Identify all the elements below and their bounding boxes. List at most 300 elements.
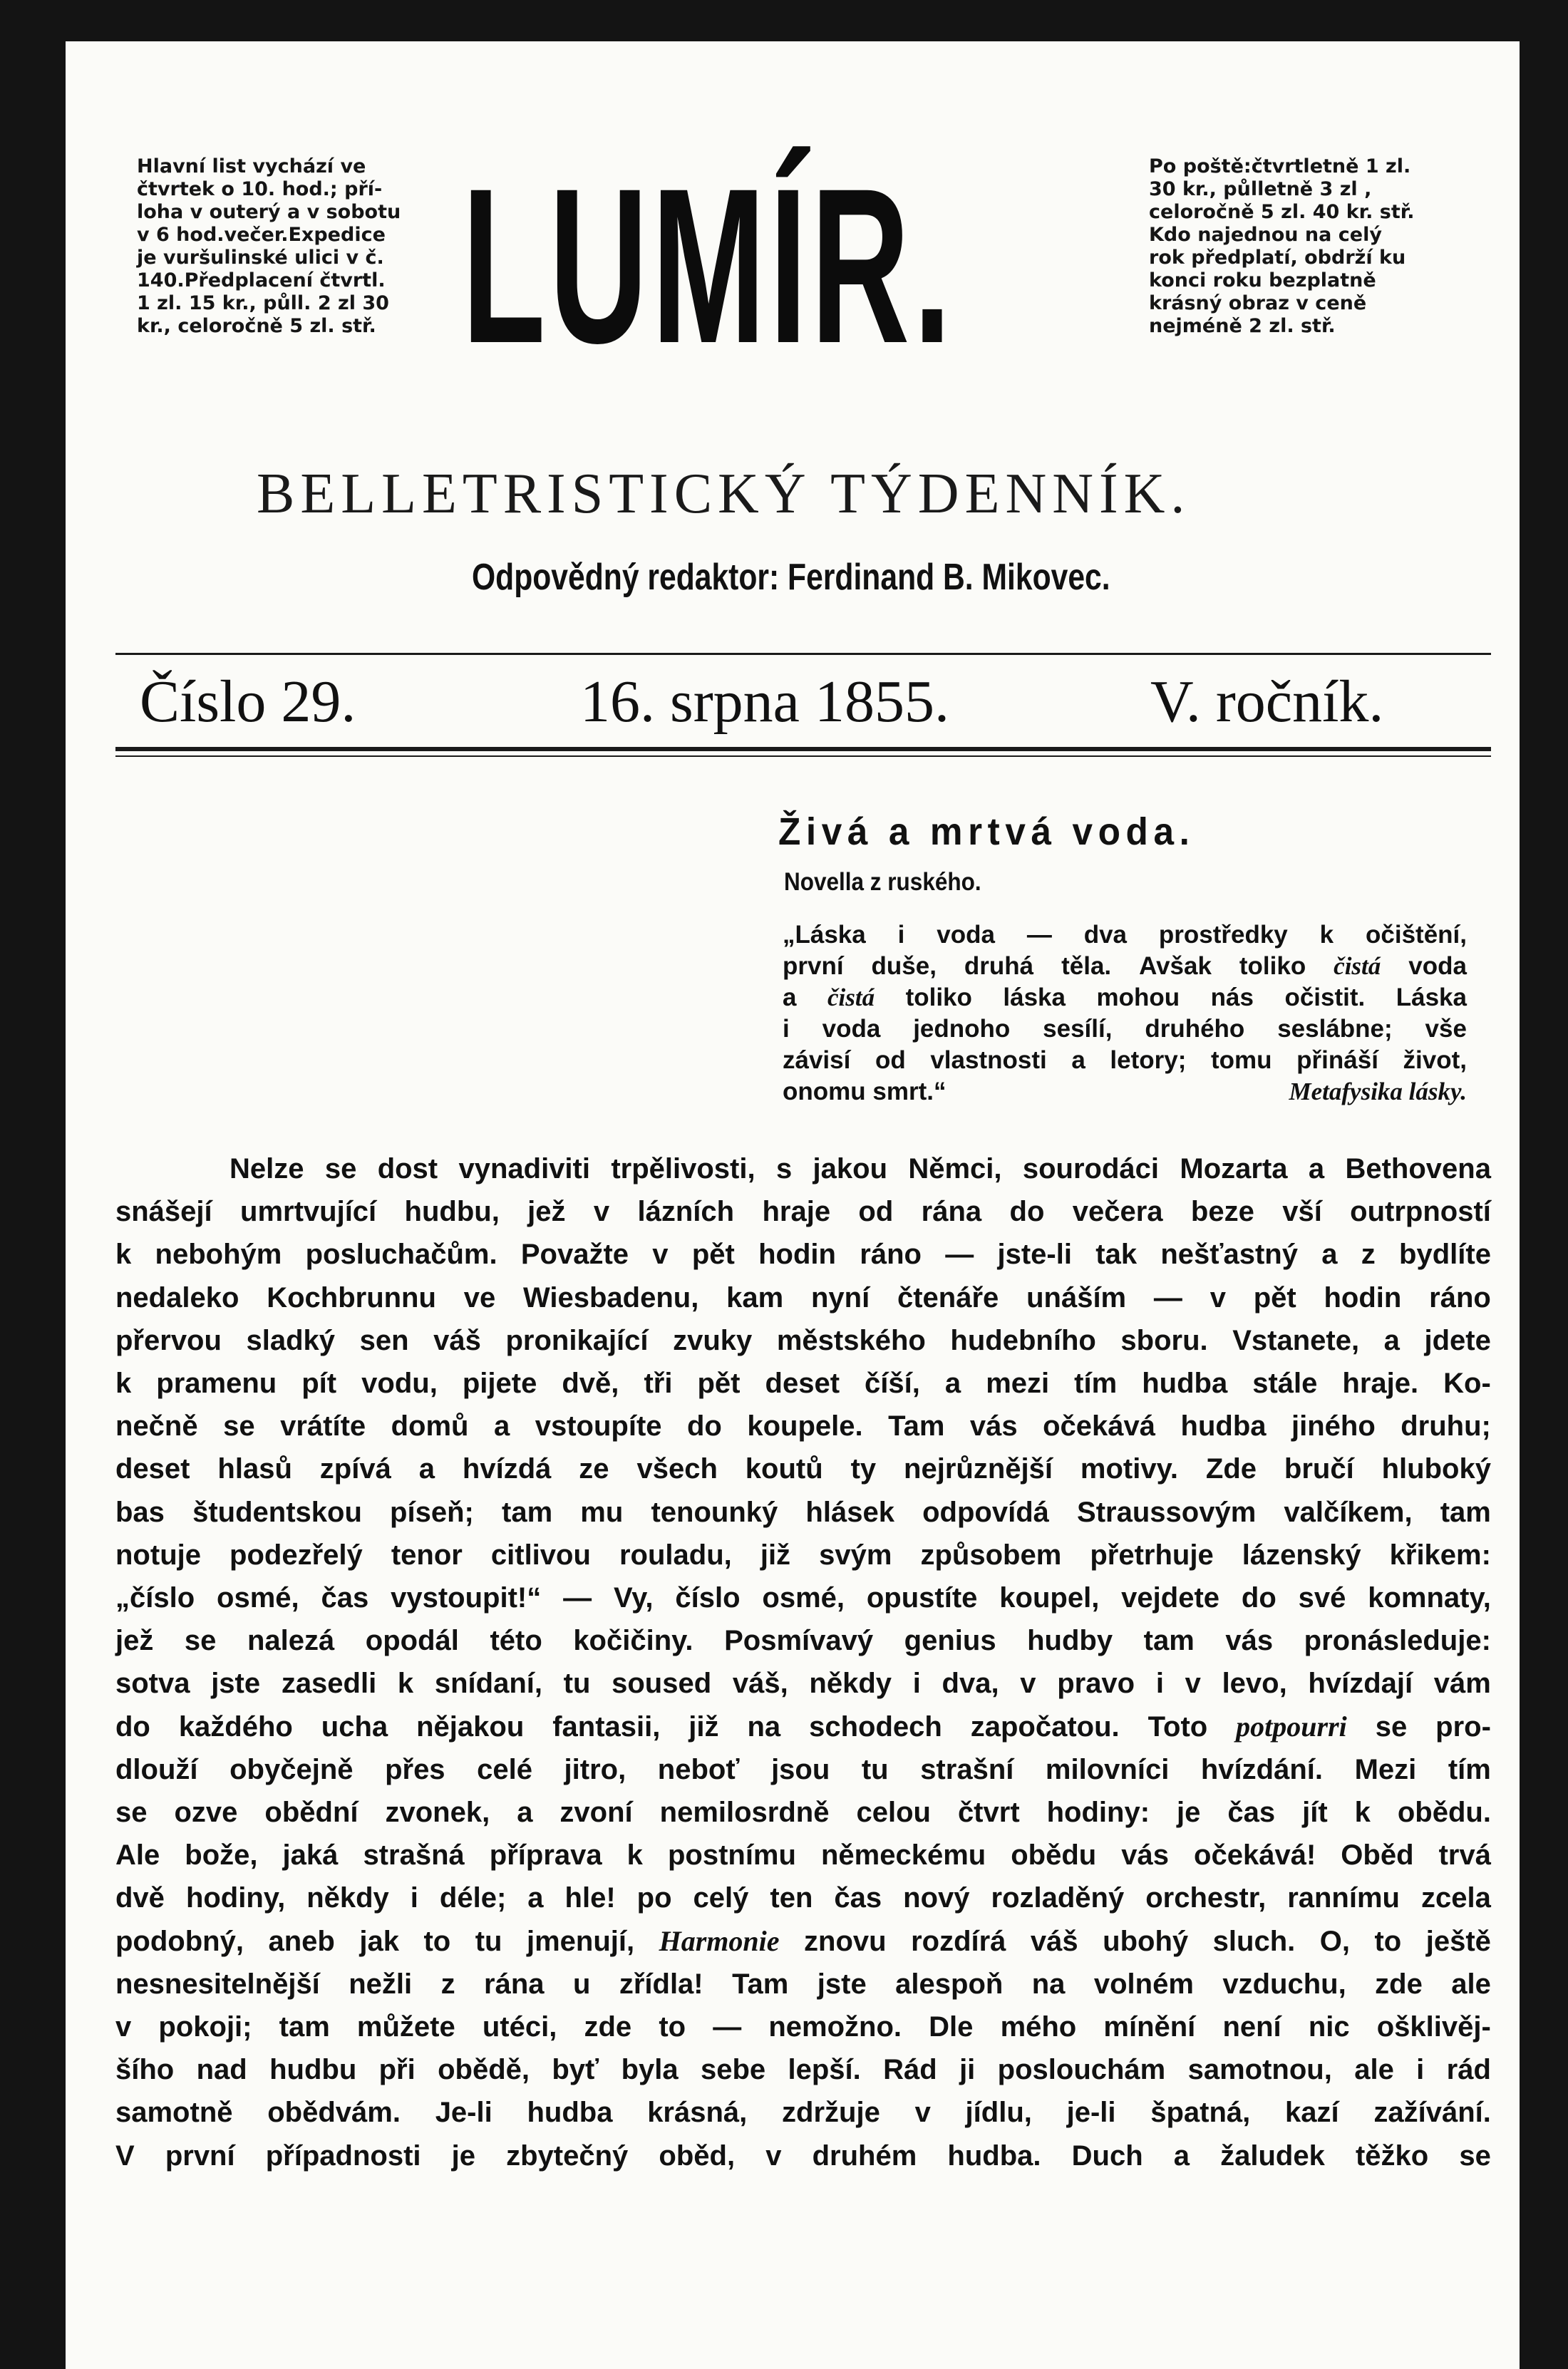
word: sboru. — [1120, 1324, 1208, 1356]
word: případnosti — [265, 2140, 421, 2172]
word: rána — [921, 1196, 982, 1228]
word: celé — [477, 1753, 532, 1785]
word: hudba — [1180, 1410, 1267, 1442]
left-box-line: 1 zl. 15 kr., půll. 2 zl 30 — [137, 292, 389, 314]
body-line — [115, 1147, 1491, 1190]
word: hvízdají — [1308, 1668, 1413, 1700]
word: očekává! — [1194, 1839, 1316, 1872]
word: hle! — [564, 1882, 616, 1914]
word: při — [378, 2054, 416, 2086]
word: aneb — [268, 1925, 335, 1957]
body-line — [115, 1190, 1491, 1233]
top-rule — [115, 653, 1491, 655]
word: pravo — [1057, 1668, 1135, 1700]
word: od — [875, 1046, 906, 1074]
body-line — [115, 1534, 1491, 1576]
word: druhého — [1145, 1015, 1245, 1043]
word: motivy. — [1080, 1453, 1178, 1485]
word: pět — [691, 1239, 735, 1271]
word: tu — [475, 1925, 502, 1957]
word: příprava — [489, 1839, 602, 1872]
word: hudebního — [950, 1324, 1096, 1356]
word: samotně — [115, 2097, 233, 2129]
word: čtvrt — [957, 1797, 1020, 1829]
word: jmenují, — [526, 1925, 635, 1957]
word: rozladěný — [991, 1882, 1125, 1914]
word: Posmívavý — [724, 1625, 874, 1657]
word: někdy — [809, 1668, 892, 1700]
word: zažívání. — [1373, 2097, 1491, 2129]
word: trpělivosti, — [611, 1153, 755, 1184]
word: poslouchám — [997, 2054, 1166, 2086]
word: Považte — [520, 1239, 629, 1271]
word: znovu — [804, 1925, 887, 1957]
word: do — [1241, 1582, 1276, 1614]
word: Němci, — [908, 1153, 1002, 1184]
word: Vstanete, — [1232, 1324, 1360, 1356]
word: první — [783, 952, 844, 980]
word: do — [687, 1410, 722, 1442]
word: těžko — [1355, 2140, 1429, 2172]
word: ze — [579, 1453, 609, 1485]
story-subtitle: Novella z ruského. — [784, 868, 981, 896]
word: večera — [1072, 1196, 1163, 1228]
right-box-line: celoročně 5 zl. 40 kr. stř. — [1149, 201, 1415, 223]
word: láska — [1003, 984, 1066, 1011]
word: podobný, — [115, 1925, 244, 1957]
word: hodiny: — [1046, 1797, 1150, 1829]
word: nešťastný — [1160, 1239, 1298, 1271]
word: Oběd — [1341, 1839, 1414, 1872]
italic-word: čistá — [827, 984, 875, 1011]
word: „Láska — [783, 921, 866, 949]
word: přes — [385, 1753, 445, 1785]
word: outrpností — [1350, 1196, 1491, 1228]
word: ve — [463, 1281, 496, 1313]
word: ještě — [1425, 1925, 1491, 1957]
word: jít — [1302, 1797, 1328, 1829]
word: ale — [1354, 2054, 1394, 2086]
word: nalezá — [247, 1625, 335, 1657]
word: svým — [819, 1539, 892, 1571]
word: ráno — [860, 1239, 922, 1271]
word: se — [184, 1625, 217, 1657]
word: vás — [1225, 1625, 1274, 1657]
word: čas — [834, 1882, 882, 1914]
word: strašná — [363, 1839, 465, 1872]
word: kazí — [1285, 2097, 1339, 2129]
right-box-line: Kdo najednou na celý — [1149, 224, 1382, 246]
word: citlivou — [490, 1539, 591, 1571]
word: této — [490, 1625, 542, 1657]
italic-word: čistá — [1334, 952, 1381, 980]
word: zdržuje — [782, 2097, 880, 2129]
body-line — [115, 2048, 1491, 2091]
word: sotva — [115, 1668, 190, 1700]
word: pramenu — [156, 1368, 277, 1400]
word: po — [636, 1882, 672, 1914]
word: voda — [937, 921, 995, 949]
word: nečně — [115, 1410, 198, 1442]
word: čas — [321, 1582, 369, 1614]
body-line — [115, 1491, 1491, 1534]
word: celou — [856, 1797, 931, 1829]
word: ubohý — [1103, 1925, 1189, 1957]
subtitle: BELLETRISTICKÝ TÝDENNÍK. — [257, 463, 1191, 525]
word: jež — [527, 1196, 566, 1228]
right-box-line: Po poště:čtvrtletně 1 zl. — [1149, 155, 1411, 177]
word: Duch — [1071, 2140, 1143, 2172]
word: čas — [1227, 1797, 1276, 1829]
word: jež — [115, 1625, 154, 1657]
word: číslo — [675, 1582, 741, 1614]
body-line — [115, 2135, 1491, 2177]
left-box-line: 140.Předplacení čtvrtl. — [137, 269, 386, 291]
word: v — [1020, 1668, 1036, 1700]
word: na — [747, 1710, 781, 1743]
word: schodech — [809, 1710, 942, 1743]
left-box-line: je vuršulinské ulici v č. — [137, 247, 384, 269]
word: a — [418, 1453, 435, 1485]
word: deset — [765, 1368, 840, 1400]
word: jídlu, — [965, 2097, 1032, 2129]
word: byla — [621, 2054, 679, 2086]
word: vlastnosti — [930, 1046, 1047, 1074]
word: a — [1321, 1239, 1338, 1271]
word: s — [775, 1153, 793, 1184]
word: pijete — [462, 1368, 537, 1400]
word: Tam — [732, 1968, 789, 2000]
word: dvě, — [562, 1368, 619, 1400]
word: píseň; — [390, 1496, 474, 1528]
word: prostředky — [1158, 921, 1288, 949]
epigraph-line — [783, 1076, 1467, 1108]
subscription-info-right — [1149, 155, 1415, 338]
word: rannímu — [1287, 1882, 1400, 1914]
word: jak — [359, 1925, 399, 1957]
word: ucha — [321, 1710, 388, 1743]
epigraph-line — [783, 919, 1467, 951]
word: k — [115, 1368, 132, 1400]
word: váš — [433, 1324, 481, 1356]
body-line — [115, 1576, 1491, 1619]
word: tři — [644, 1368, 673, 1400]
word: jiného — [1291, 1410, 1376, 1442]
word: závisí — [783, 1046, 851, 1074]
word: mého — [1000, 2011, 1077, 2043]
right-box-line: 30 kr., půlletně 3 zl , — [1149, 178, 1372, 200]
word: hudba. — [947, 2140, 1041, 2172]
word: pro- — [1435, 1710, 1491, 1743]
word: rouladu, — [619, 1539, 732, 1571]
word: hudba — [527, 2097, 613, 2129]
word: tak — [1095, 1239, 1138, 1271]
word: tenor — [391, 1539, 463, 1571]
left-box-line: Hlavní list vychází ve — [137, 155, 366, 177]
word: zcela — [1420, 1882, 1491, 1914]
epigraph-attribution: Metafysika lásky. — [1289, 1078, 1467, 1105]
issue-date: 16. srpna 1855. — [580, 669, 949, 735]
bottom-rule-thin — [115, 755, 1491, 757]
word: v — [914, 2097, 931, 2129]
word: — — [1153, 1281, 1182, 1313]
word: podezřelý — [229, 1539, 363, 1571]
left-box-line: kr., celoročně 5 zl. stř. — [137, 315, 376, 337]
word: pronikající — [505, 1324, 649, 1356]
word: zřídla! — [619, 1968, 703, 2000]
word: jste — [817, 1968, 867, 2000]
word: — — [563, 1582, 592, 1614]
word: lázenský — [1242, 1539, 1361, 1571]
word: v — [1209, 1281, 1226, 1313]
word: utéci, — [482, 2011, 557, 2043]
word: v — [115, 2011, 132, 2043]
word: milovníci — [1045, 1753, 1170, 1785]
word: sladký — [246, 1324, 336, 1356]
word: lázních — [637, 1196, 735, 1228]
word: zpívá — [319, 1453, 391, 1485]
word: koupel, — [999, 1582, 1100, 1614]
word: i — [410, 1882, 418, 1914]
word: a — [1383, 1324, 1400, 1356]
word: zasedli — [281, 1668, 377, 1700]
word: v — [652, 1239, 669, 1271]
word: jakou — [813, 1153, 888, 1184]
word: Avšak — [1139, 952, 1212, 980]
word: jste — [211, 1668, 261, 1700]
word: váš — [1030, 1925, 1078, 1957]
word: váš, — [732, 1668, 788, 1700]
word: orchestr, — [1145, 1882, 1267, 1914]
word: k — [1319, 921, 1334, 949]
word: šího — [115, 2054, 175, 2086]
word: toliko — [1239, 952, 1306, 980]
word: své — [1298, 1582, 1346, 1614]
word: stále — [1252, 1368, 1318, 1400]
word: Straussovým — [1077, 1496, 1257, 1528]
word: tomu — [1211, 1046, 1272, 1074]
word: vám — [1433, 1668, 1491, 1700]
word: nežli — [349, 1968, 413, 2000]
word: koutů — [745, 1453, 823, 1485]
word: těla. — [1061, 952, 1112, 980]
word: pět — [1253, 1281, 1296, 1313]
word: hudbu, — [404, 1196, 500, 1228]
word: tam — [1440, 1496, 1491, 1528]
word: strašní — [920, 1753, 1014, 1785]
word: v — [593, 1196, 610, 1228]
word: obyčejně — [229, 1753, 354, 1785]
word: ten — [770, 1882, 813, 1914]
story-title: Živá a mrtvá voda. — [778, 810, 1195, 853]
word: německému — [820, 1839, 986, 1872]
word: jsou — [771, 1753, 830, 1785]
body-line — [115, 1920, 1491, 1963]
word: posluchačům. — [305, 1239, 497, 1271]
word: bydlíte — [1399, 1239, 1491, 1271]
body-line — [115, 1705, 1491, 1748]
word: žaludek — [1220, 2140, 1325, 2172]
word: duše, — [871, 952, 937, 980]
word: obědu — [1011, 1839, 1097, 1872]
word: a — [1308, 1153, 1325, 1184]
word: Vy, — [613, 1582, 654, 1614]
word: na — [1031, 1968, 1066, 2000]
body-line — [115, 1405, 1491, 1447]
word: tím — [1074, 1368, 1118, 1400]
word: celý — [693, 1882, 749, 1914]
word: zbytečný — [506, 2140, 629, 2172]
word: tam — [502, 1496, 553, 1528]
word: život, — [1403, 1046, 1467, 1074]
word: bože, — [185, 1839, 258, 1872]
word: hluboký — [1381, 1453, 1491, 1485]
italic-word: potpourri — [1236, 1710, 1347, 1743]
epigraph — [783, 919, 1467, 1108]
word: a — [783, 984, 797, 1011]
word: tím — [1448, 1753, 1491, 1785]
word: unáším — [1026, 1281, 1127, 1313]
word: komnaty, — [1368, 1582, 1491, 1614]
word: vás — [969, 1410, 1018, 1442]
word: obědvám. — [267, 2097, 401, 2129]
word: voda — [1408, 952, 1467, 980]
word: číší, — [865, 1368, 920, 1400]
word: Toto — [1147, 1710, 1208, 1743]
newspaper-page — [66, 41, 1520, 2369]
body-line — [115, 1233, 1491, 1276]
epigraph-text: onomu smrt.“ — [783, 1078, 947, 1105]
word: postnímu — [667, 1839, 796, 1872]
word: tenounký — [651, 1496, 778, 1528]
word: je — [451, 2140, 475, 2172]
body-line — [115, 2091, 1491, 2134]
word: vodu, — [361, 1368, 438, 1400]
word: to — [1374, 1925, 1402, 1957]
word: nejrůznější — [904, 1453, 1053, 1485]
word: Láska — [1396, 984, 1467, 1011]
word: sesílí, — [1043, 1015, 1113, 1043]
body-line — [115, 1319, 1491, 1362]
word: tam — [279, 2011, 330, 2043]
word: přervou — [115, 1324, 222, 1356]
word: způsobem — [920, 1539, 1062, 1571]
word: hraje. — [1342, 1368, 1419, 1400]
word: soused — [612, 1668, 712, 1700]
word: genius — [904, 1625, 996, 1657]
word: v — [765, 2140, 782, 2172]
word: do — [115, 1710, 150, 1743]
word: z — [440, 1968, 455, 2000]
word: a — [1071, 1046, 1085, 1074]
word: neboť — [657, 1753, 740, 1785]
word: obědu. — [1397, 1797, 1491, 1829]
word: a — [1173, 2140, 1190, 2172]
word: sluch. — [1212, 1925, 1296, 1957]
word: druhém — [812, 2140, 917, 2172]
word: Rád — [883, 2054, 937, 2086]
body-line — [115, 1877, 1491, 1919]
word: všech — [636, 1453, 718, 1485]
epigraph-line — [783, 951, 1467, 982]
word: a — [527, 1882, 544, 1914]
word: vše — [1425, 1015, 1467, 1043]
word: zde — [584, 2011, 632, 2043]
word: vší — [1282, 1196, 1322, 1228]
word: nyní — [810, 1281, 870, 1313]
word: započatou. — [970, 1710, 1120, 1743]
word: opodál — [365, 1625, 459, 1657]
issue-volume: V. ročník. — [1150, 669, 1384, 735]
word: každého — [178, 1710, 293, 1743]
left-box-line: v 6 hod.večer.Expedice — [137, 224, 386, 246]
word: vejdete — [1121, 1582, 1220, 1614]
word: lepší. — [788, 2054, 861, 2086]
word: kočičiny. — [573, 1625, 693, 1657]
right-box-line: konci roku bezplatně — [1149, 269, 1376, 291]
word: koupele. — [747, 1410, 863, 1442]
word: byť — [552, 2054, 599, 2086]
word: Tam — [888, 1410, 945, 1442]
word: k — [626, 1839, 643, 1872]
word: jednoho — [913, 1015, 1011, 1043]
word: i — [783, 1015, 790, 1043]
word: se — [115, 1797, 148, 1829]
word: dost — [377, 1153, 438, 1184]
word: již — [688, 1710, 719, 1743]
word: tu — [861, 1753, 889, 1785]
word: jaká — [282, 1839, 339, 1872]
word: bas — [115, 1496, 165, 1528]
word: trvá — [1438, 1839, 1491, 1872]
word: — — [945, 1239, 974, 1271]
word: nedaleko — [115, 1281, 239, 1313]
left-box-line: loha v outerý a v sobotu — [137, 201, 401, 223]
word: obědní — [264, 1797, 359, 1829]
word: hudby — [1027, 1625, 1113, 1657]
body-line — [115, 1963, 1491, 2006]
word: mohou — [1096, 984, 1180, 1011]
word: ty — [850, 1453, 877, 1485]
word: dlouží — [115, 1753, 198, 1785]
body-line — [115, 1791, 1491, 1834]
masthead — [462, 142, 1175, 433]
word: „číslo — [115, 1582, 195, 1614]
word: mu — [580, 1496, 624, 1528]
word: mezi — [986, 1368, 1050, 1400]
word: O, — [1319, 1925, 1350, 1957]
body-line — [115, 1447, 1491, 1490]
word: letory; — [1110, 1046, 1187, 1074]
word: Dle — [929, 2011, 974, 2043]
word: ráno — [1429, 1281, 1491, 1313]
word: valčíkem, — [1284, 1496, 1413, 1528]
word: nebohým — [155, 1239, 282, 1271]
word: Je-li — [435, 2097, 492, 2129]
word: rána — [484, 1968, 545, 2000]
word: dva — [1083, 921, 1127, 949]
word: nás — [1210, 984, 1254, 1011]
word: rozdírá — [911, 1925, 1006, 1957]
word: pít — [301, 1368, 337, 1400]
word: pět — [697, 1368, 741, 1400]
article-body — [115, 1147, 1491, 2177]
word: odpovídá — [922, 1496, 1049, 1528]
word: nic — [1308, 2011, 1350, 2043]
word: osmé, — [762, 1582, 845, 1614]
word: z — [1361, 1239, 1376, 1271]
word: se — [324, 1153, 357, 1184]
